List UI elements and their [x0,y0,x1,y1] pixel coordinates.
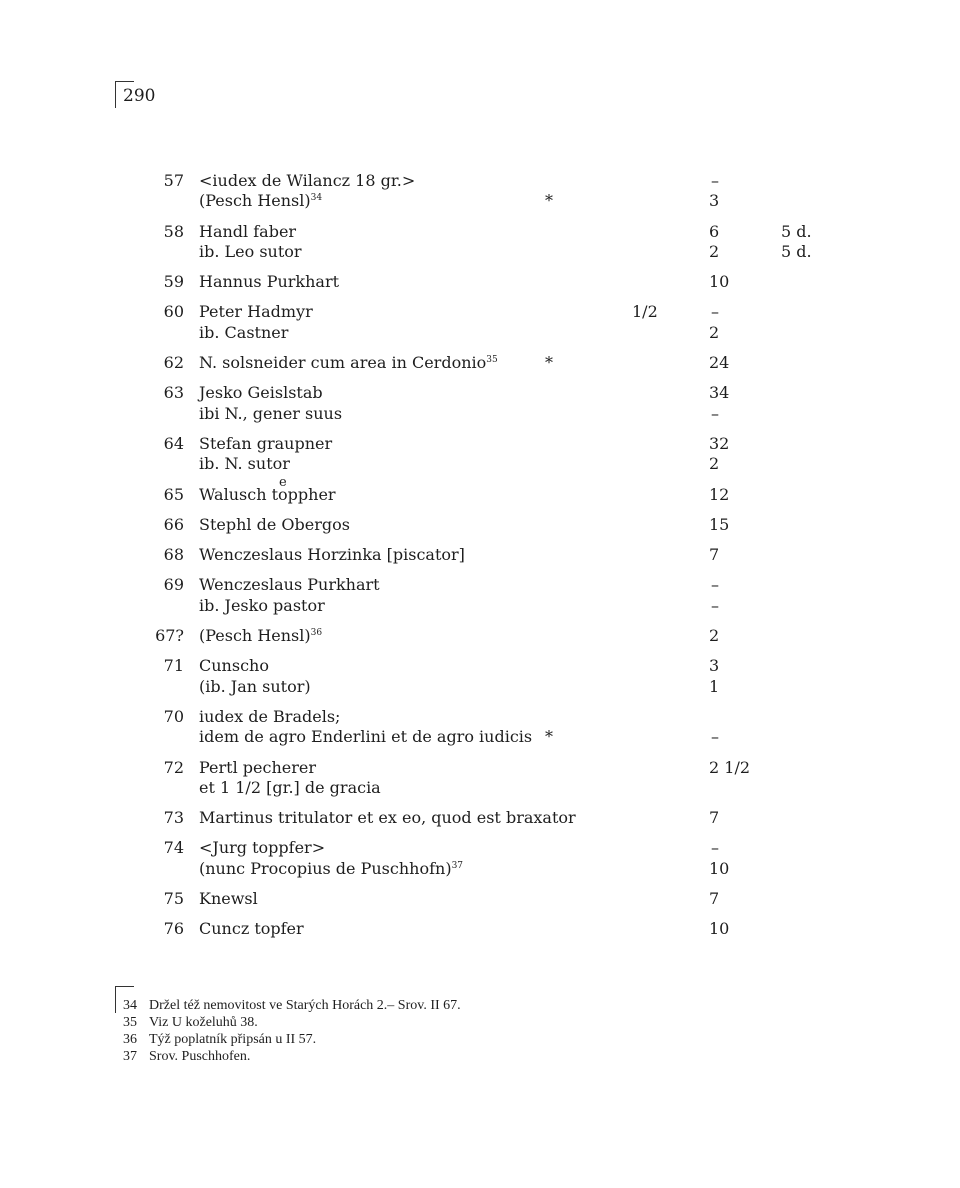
entry-number: 68 [163,545,184,565]
entry-text-part: Walusch t [199,484,279,504]
entry-number: 72 [163,757,184,777]
entry-number: 74 [163,838,184,858]
entry-73 [0,808,960,828]
entry-line [0,677,960,697]
footnote [0,1031,960,1048]
entry-value: 15 [709,514,730,534]
entry-text: Hannus Purkhart [199,272,340,292]
entry-60 [0,302,960,343]
footnote-text: Viz U koželuhů 38. [149,1015,258,1030]
asterisk-mark: * [545,191,553,211]
entry-line [0,859,960,879]
footnote-ref: 37 [451,860,464,871]
entry-69 [0,575,960,616]
entry-text-main: N. solsneider cum area in Cerdonio [199,353,487,373]
entry-text [199,353,498,373]
entry-value: – [711,595,719,615]
entry-value: 3 [709,656,720,676]
entry-67 [0,626,960,646]
asterisk-mark: * [545,727,553,747]
entry-line [0,656,960,676]
footnote-text: Týž poplatník připsán u II 57. [149,1032,317,1047]
entry-line [0,242,960,262]
entry-text: ib. N. sutor [199,454,290,474]
entry-68 [0,545,960,565]
entry-text [199,485,336,505]
entry-number: 69 [163,575,184,595]
entry-text [199,859,463,879]
entry-extra: 5 d. [781,221,812,241]
entry-text: et 1 1/2 [gr.] de gracia [199,777,381,797]
entry-value: 34 [709,383,730,403]
entry-text: iudex de Bradels; [199,706,341,726]
entry-text: Pertl pecherer [199,757,317,777]
footnote-number: 35 [123,1015,137,1030]
entry-76 [0,919,960,939]
footnote-ref: 34 [310,193,323,204]
entry-text: Peter Hadmyr [199,302,313,322]
entry-line [0,919,960,939]
entry-number: 58 [163,221,184,241]
entry-number: 65 [163,484,184,504]
entry-71 [0,656,960,697]
entry-line [0,889,960,909]
entry-value: 2 1/2 [709,757,751,777]
entry-66 [0,515,960,535]
entry-value: 2 [709,241,720,261]
entry-value: 12 [709,484,730,504]
entry-line [0,171,960,191]
entry-value: 2 [709,454,720,474]
entry-number: 70 [163,706,184,726]
footnote-number: 34 [123,998,137,1013]
entry-line [0,383,960,403]
entry-line [0,222,960,242]
entry-value: 10 [709,272,730,292]
entry-text [199,626,322,646]
entry-63 [0,383,960,424]
entry-value: – [711,171,719,190]
entry-58 [0,222,960,263]
entry-75 [0,889,960,909]
entry-line [0,626,960,646]
entry-line [0,404,960,424]
entry-59 [0,272,960,292]
entry-text: <Jurg toppfer> [199,838,326,858]
footnote [0,1014,960,1031]
entry-57 [0,171,960,212]
entry-line [0,596,960,616]
entry-value: 2 [709,322,720,342]
entry-text: Stefan graupner [199,433,333,453]
entry-70 [0,707,960,748]
entry-text: Cuncz topfer [199,919,304,939]
entry-text: Martinus tritulator et ex eo, quod est braxator [199,808,576,828]
entry-value: 7 [709,808,720,828]
entry-line [0,272,960,292]
footnote-text: Srov. Puschhofen. [149,1049,251,1064]
entry-text-main: (nunc Procopius de Puschhofn) [199,858,452,878]
entry-line [0,545,960,565]
entry-number: 60 [163,302,184,322]
entry-line [0,323,960,343]
entry-text: ibi N., gener suus [199,403,343,423]
entries-table [0,171,960,950]
entry-line [0,808,960,828]
entry-value: 10 [709,919,730,939]
entry-number: 64 [163,433,184,453]
entry-line [0,434,960,454]
footnote-ref: 35 [486,355,498,366]
entry-value: 1 [709,676,720,696]
entry-number: 67? [155,626,184,646]
entry-number: 75 [163,889,184,909]
entry-text: Jesko Geislstab [199,383,323,403]
asterisk-mark: * [545,353,553,373]
entry-line [0,485,960,505]
entry-number: 59 [163,272,184,292]
entry-line [0,707,960,727]
entry-64 [0,434,960,475]
entry-line [0,302,960,322]
footnote-number: 36 [123,1032,137,1047]
entry-line [0,515,960,535]
entry-value: 2 [709,626,720,646]
entry-number: 62 [163,353,184,373]
entry-text-main: (Pesch Hensl) [199,626,311,646]
entry-text: Stephl de Obergos [199,514,350,534]
footnote [0,1048,960,1065]
entry-72 [0,758,960,799]
footnotes [0,997,960,1065]
footnote-number: 37 [123,1049,137,1064]
entry-number: 71 [163,656,184,676]
superscript-e-letter: e o [278,485,288,504]
entry-number: 66 [163,514,184,534]
entry-line [0,727,960,747]
entry-text: <iudex de Wilancz 18 gr.> [199,171,416,190]
entry-number: 57 [163,171,184,190]
entry-value: – [711,727,719,747]
entry-text [199,191,322,211]
entry-line [0,778,960,798]
entry-text: ib. Leo sutor [199,241,302,261]
entry-value: 32 [709,433,730,453]
entry-text: Wenczeslaus Purkhart [199,575,380,595]
entry-62 [0,353,960,373]
entry-value: 7 [709,545,720,565]
entry-value: – [711,838,719,858]
entry-text: ib. Jesko pastor [199,595,325,615]
entry-number: 76 [163,919,184,939]
entry-value: 7 [709,889,720,909]
entry-number: 73 [163,808,184,828]
entry-65 [0,485,960,505]
entry-line [0,191,960,211]
entry-extra: 5 d. [781,241,812,261]
entry-value: 10 [709,858,730,878]
entry-value: 6 [709,221,720,241]
footnote-ref: 36 [310,628,323,639]
page-number: 290 [123,86,156,106]
entry-value: – [711,403,719,423]
entry-text: (ib. Jan sutor) [199,676,311,696]
entry-value: 3 [709,191,720,211]
entry-74 [0,838,960,879]
entry-text: Cunscho [199,656,269,676]
entry-number: 63 [163,383,184,403]
footnote-text: Držel též nemovitost ve Starých Horách 2.– Srov. II 67. [149,998,461,1013]
entry-fraction: 1/2 [632,302,658,322]
entry-text-part: ppher [287,484,336,504]
entry-line [0,758,960,778]
entry-line [0,353,960,373]
entry-text: Handl faber [199,221,297,241]
entry-text: Wenczeslaus Horzinka [piscator] [199,545,465,565]
entry-value: – [711,575,719,595]
entry-value: – [711,302,719,322]
entry-text: idem de agro Enderlini et de agro iudicis [199,727,533,747]
entry-line [0,575,960,595]
entry-value: 24 [709,353,730,373]
entry-line [0,454,960,474]
entry-text: Knewsl [199,889,258,909]
footnote [0,997,960,1014]
entry-text: ib. Castner [199,322,289,342]
entry-text-main: (Pesch Hensl) [199,191,311,211]
entry-line [0,838,960,858]
